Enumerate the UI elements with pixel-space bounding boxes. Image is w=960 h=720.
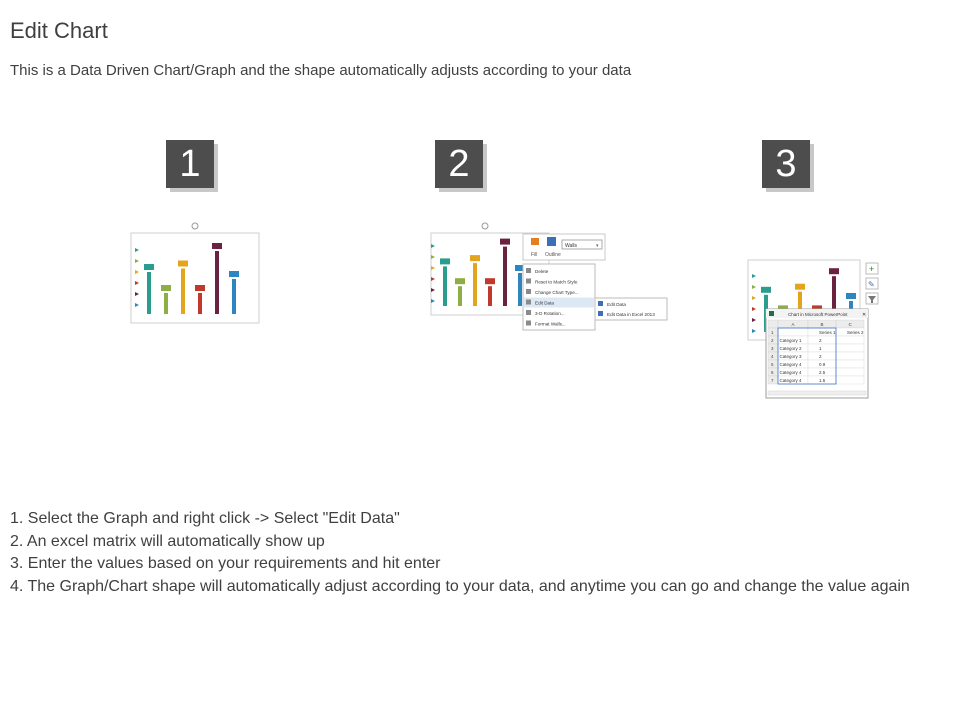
submenu-item-icon <box>598 301 603 306</box>
chart-bar <box>198 293 202 314</box>
excel-cell[interactable] <box>836 344 864 352</box>
excel-row-number: 7 <box>771 378 774 383</box>
rotate-handle-icon <box>192 223 198 229</box>
step-badge-1: 1 <box>166 140 214 188</box>
bar-label-callout <box>761 287 771 293</box>
plus-icon: + <box>869 264 875 274</box>
context-menu-item[interactable]: Edit Data <box>535 300 554 306</box>
instructions <box>10 508 940 598</box>
chart-bar <box>147 272 151 314</box>
excel-cell-value: 2 <box>819 338 822 343</box>
context-submenu-item[interactable]: Edit Data <box>607 302 626 307</box>
excel-cell-value: Category 4 <box>779 378 802 383</box>
chart-bar <box>473 263 477 306</box>
excel-cell-value: Category 1 <box>779 338 802 343</box>
excel-cell-value: Category 4 <box>779 370 802 375</box>
chevron-down-icon: ▾ <box>596 243 599 249</box>
bar-label-callout <box>455 278 465 284</box>
excel-cell[interactable] <box>778 328 808 336</box>
legend-marker <box>752 296 756 300</box>
submenu-item-icon <box>598 311 603 316</box>
outline-label: Outline <box>545 252 561 258</box>
legend-marker <box>135 259 139 263</box>
chart-thumbnail-1[interactable] <box>125 220 265 330</box>
bar-label-callout <box>829 268 839 274</box>
excel-cell-value: 0.9 <box>819 362 826 367</box>
menu-item-icon <box>526 289 531 294</box>
context-menu-item[interactable]: Delete <box>535 269 549 274</box>
chart-bar <box>458 286 462 306</box>
legend-marker <box>752 318 756 322</box>
legend-marker <box>752 285 756 289</box>
excel-cell-value: 1 <box>819 346 822 351</box>
chart-bar <box>181 269 185 315</box>
excel-cell[interactable] <box>808 344 836 352</box>
fill-icon <box>531 238 539 245</box>
legend-marker <box>431 244 435 248</box>
excel-row-number: 5 <box>771 362 774 367</box>
menu-item-icon <box>526 279 531 284</box>
legend-marker <box>752 274 756 278</box>
excel-row-number: 6 <box>771 370 774 375</box>
legend-marker <box>431 299 435 303</box>
bar-label-callout <box>178 261 188 267</box>
excel-cell-value: 2.5 <box>819 370 826 375</box>
bars-group <box>431 239 525 306</box>
chart-thumbnail-2[interactable] <box>425 220 675 335</box>
excel-row-number: 4 <box>771 354 774 359</box>
legend-marker <box>135 248 139 252</box>
legend-marker <box>135 270 139 274</box>
excel-cell[interactable] <box>836 352 864 360</box>
menu-item-icon <box>526 268 531 273</box>
step-badge-3: 3 <box>762 140 810 188</box>
walls-label: Walls <box>565 243 578 249</box>
chart-bar <box>164 293 168 314</box>
brush-icon: ✎ <box>868 280 875 289</box>
excel-column-label: B <box>820 322 824 327</box>
page-title: Edit Chart <box>10 18 108 43</box>
excel-cell[interactable] <box>808 352 836 360</box>
bar-label-callout <box>795 284 805 290</box>
chart-bar <box>518 273 522 306</box>
legend-marker <box>135 281 139 285</box>
excel-icon <box>769 311 774 316</box>
legend-marker <box>431 288 435 292</box>
context-submenu-item[interactable]: Edit Data in Excel 2013 <box>607 312 655 317</box>
excel-cell[interactable] <box>836 376 864 384</box>
context-menu <box>523 264 595 330</box>
legend-marker <box>135 303 139 307</box>
bars-group <box>135 243 239 314</box>
step-1: 1. Select the Graph and right click -> Select "Edit Data" <box>10 510 400 527</box>
legend-marker <box>431 255 435 259</box>
bar-label-callout <box>470 255 480 261</box>
menu-item-icon <box>526 300 531 305</box>
context-menu-item[interactable]: Format Walls... <box>535 321 566 327</box>
menu-item-icon <box>526 310 531 315</box>
chart-bar <box>488 286 492 306</box>
chart-bar <box>443 266 447 306</box>
chart-bar <box>503 247 507 306</box>
fill-label: Fill <box>531 252 538 258</box>
legend-marker <box>752 307 756 311</box>
excel-row-number: 1 <box>771 330 774 335</box>
bar-label-callout <box>485 278 495 284</box>
legend-marker <box>752 329 756 333</box>
excel-cell-value: 2 <box>819 354 822 359</box>
legend-marker <box>431 266 435 270</box>
excel-scrollbar[interactable] <box>768 391 866 395</box>
page-subtitle: This is a Data Driven Chart/Graph and the shape automatically adjusts according to your data <box>10 62 632 79</box>
excel-cell-value: 1.5 <box>819 378 826 383</box>
excel-cell-value: Series 1 <box>819 330 836 335</box>
excel-row-number: 3 <box>771 346 774 351</box>
excel-column-label: C <box>848 322 852 327</box>
excel-cell[interactable] <box>836 336 864 344</box>
chart-thumbnail-3[interactable] <box>742 250 882 402</box>
excel-cell-value: Series 2 <box>847 330 864 335</box>
step-2: 2. An excel matrix will automatically show up <box>10 532 325 550</box>
bar-label-callout <box>846 293 856 299</box>
chart-bar <box>215 251 219 314</box>
bar-label-callout <box>212 243 222 249</box>
excel-column-header <box>768 320 778 328</box>
context-menu-item[interactable]: Change Chart Type... <box>535 290 579 295</box>
close-icon[interactable]: ✕ <box>862 312 867 318</box>
legend-marker <box>135 292 139 296</box>
step-3: 3. Enter the values based on your requirements and hit enter <box>10 555 441 572</box>
rotate-handle-icon <box>482 223 488 229</box>
excel-cell[interactable] <box>836 360 864 368</box>
outline-icon <box>547 237 556 246</box>
legend-marker <box>431 277 435 281</box>
excel-row-number: 2 <box>771 338 774 343</box>
bar-label-callout <box>229 271 239 277</box>
excel-cell-value: Category 4 <box>779 362 802 367</box>
excel-cell[interactable] <box>808 336 836 344</box>
bar-label-callout <box>500 239 510 245</box>
chart-bar <box>232 279 236 314</box>
step-badge-2: 2 <box>435 140 483 188</box>
bar-label-callout <box>144 264 154 270</box>
excel-column-label: A <box>791 322 795 327</box>
excel-cell-value: Category 3 <box>779 354 802 359</box>
menu-item-icon <box>526 321 531 326</box>
excel-cell-value: Category 2 <box>779 346 802 351</box>
bar-label-callout <box>440 258 450 264</box>
step-4: 4. The Graph/Chart shape will automatically adjust according to your data, and anytime you can go and change the value again <box>10 577 910 595</box>
context-menu-item[interactable]: 3-D Rotation... <box>535 311 565 316</box>
bar-label-callout <box>161 285 171 291</box>
excel-cell[interactable] <box>836 368 864 376</box>
excel-title: Chart in Microsoft PowerPoint <box>788 312 848 317</box>
context-menu-item[interactable]: Reset to Match Style <box>535 279 578 285</box>
bar-label-callout <box>195 285 205 291</box>
